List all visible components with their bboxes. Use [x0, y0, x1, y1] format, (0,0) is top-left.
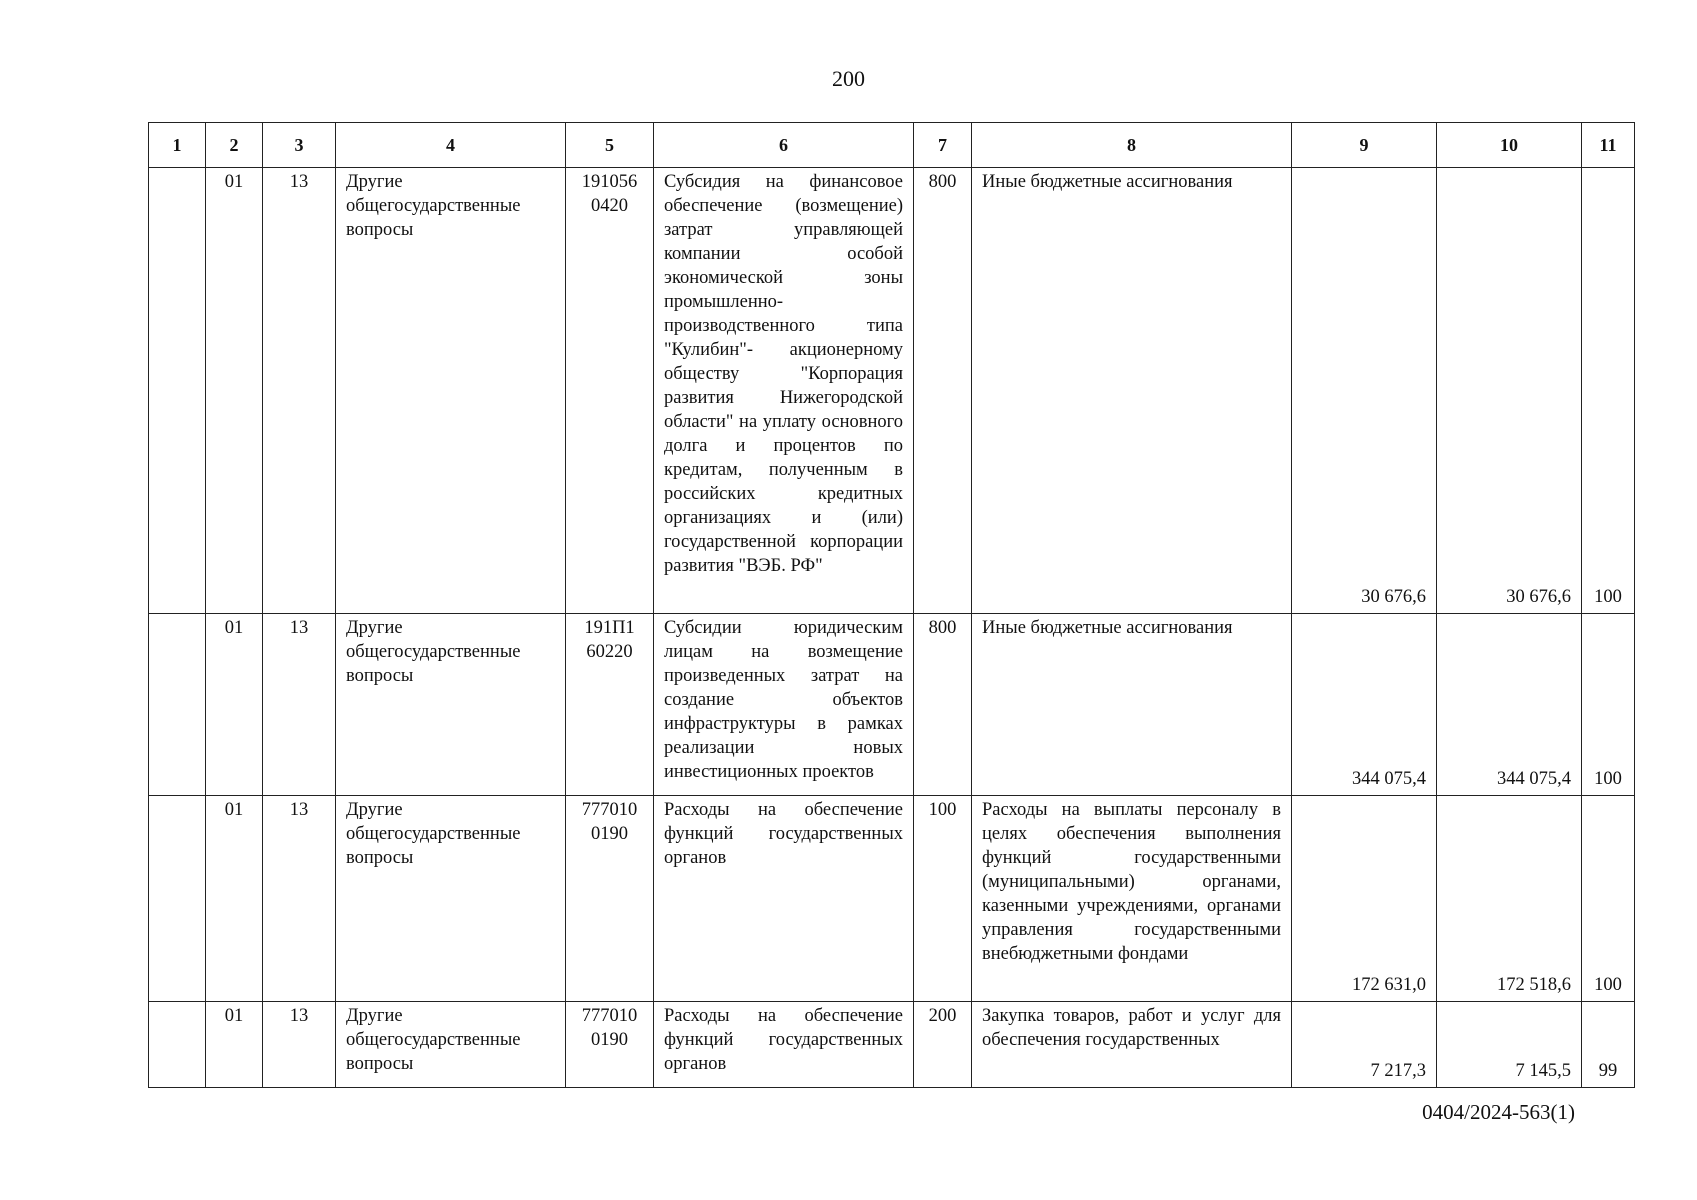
- column-header: 6: [654, 123, 914, 168]
- cell-col1: [149, 796, 206, 1002]
- cell-percent: 99: [1582, 1002, 1635, 1088]
- column-header: 4: [336, 123, 566, 168]
- cell-expense-name: Иные бюджетные ассигнования: [972, 614, 1292, 796]
- cell-col1: [149, 614, 206, 796]
- cell-expense-name: Расходы на выплаты персоналу в целях обеспечения выполнения функций государственными (муниципальными) органами, казенными учреждениями, органами управления государственными внебюджетными фондами: [972, 796, 1292, 1002]
- table-header-row: [149, 123, 1635, 168]
- column-header: 10: [1437, 123, 1582, 168]
- cell-percent: 100: [1582, 796, 1635, 1002]
- cell-expense-code: 200: [914, 1002, 972, 1088]
- cell-subsection: 13: [263, 1002, 336, 1088]
- cell-target-code: 777010 0190: [566, 1002, 654, 1088]
- table-row: [149, 168, 1635, 614]
- cell-subsection: 13: [263, 614, 336, 796]
- cell-target-name: Расходы на обеспечение функций государственных органов: [654, 1002, 914, 1088]
- cell-section: 01: [206, 614, 263, 796]
- cell-target-name: Субсидии юридическим лицам на возмещение произведенных затрат на создание объектов инфраструктуры в рамках реализации новых инвестиционных проектов: [654, 614, 914, 796]
- cell-section: 01: [206, 168, 263, 614]
- cell-expense-code: 100: [914, 796, 972, 1002]
- cell-target-name: Субсидия на финансовое обеспечение (возмещение) затрат управляющей компании особой экономической зоны промышленно-производственного типа "Кулибин"- акционерному обществу "Корпорация развития Нижегородской области" на уплату основного долга и процентов по кредитам, полученным в российских кредитных организациях и (или) государственной корпорации развития "ВЭБ. РФ": [654, 168, 914, 614]
- cell-expense-name: Иные бюджетные ассигнования: [972, 168, 1292, 614]
- column-header: 8: [972, 123, 1292, 168]
- cell-section: 01: [206, 1002, 263, 1088]
- column-header: 7: [914, 123, 972, 168]
- cell-expense-code: 800: [914, 168, 972, 614]
- document-code: 0404/2024-563(1): [1422, 1100, 1575, 1124]
- page-number: 200: [832, 66, 865, 91]
- cell-expense-code: 800: [914, 614, 972, 796]
- cell-actual-amount: 30 676,6: [1437, 168, 1582, 614]
- cell-section-name: Другие общегосударственные вопросы: [336, 614, 566, 796]
- cell-plan-amount: 7 217,3: [1292, 1002, 1437, 1088]
- cell-section-name: Другие общегосударственные вопросы: [336, 796, 566, 1002]
- cell-percent: 100: [1582, 168, 1635, 614]
- budget-table: [148, 122, 1635, 1088]
- table-row: [149, 796, 1635, 1002]
- column-header: 5: [566, 123, 654, 168]
- cell-section-name: Другие общегосударственные вопросы: [336, 168, 566, 614]
- table-row: [149, 1002, 1635, 1088]
- column-header: 3: [263, 123, 336, 168]
- cell-plan-amount: 344 075,4: [1292, 614, 1437, 796]
- cell-target-code: 191П1 60220: [566, 614, 654, 796]
- cell-col1: [149, 168, 206, 614]
- column-header: 2: [206, 123, 263, 168]
- cell-percent: 100: [1582, 614, 1635, 796]
- cell-actual-amount: 344 075,4: [1437, 614, 1582, 796]
- cell-actual-amount: 172 518,6: [1437, 796, 1582, 1002]
- cell-target-code: 191056 0420: [566, 168, 654, 614]
- cell-target-code: 777010 0190: [566, 796, 654, 1002]
- cell-col1: [149, 1002, 206, 1088]
- column-header: 11: [1582, 123, 1635, 168]
- cell-target-name: Расходы на обеспечение функций государственных органов: [654, 796, 914, 1002]
- cell-expense-name: Закупка товаров, работ и услуг для обеспечения государственных: [972, 1002, 1292, 1088]
- column-header: 9: [1292, 123, 1437, 168]
- cell-plan-amount: 30 676,6: [1292, 168, 1437, 614]
- cell-subsection: 13: [263, 796, 336, 1002]
- cell-section-name: Другие общегосударственные вопросы: [336, 1002, 566, 1088]
- table-row: [149, 614, 1635, 796]
- cell-actual-amount: 7 145,5: [1437, 1002, 1582, 1088]
- column-header: 1: [149, 123, 206, 168]
- cell-plan-amount: 172 631,0: [1292, 796, 1437, 1002]
- cell-subsection: 13: [263, 168, 336, 614]
- cell-section: 01: [206, 796, 263, 1002]
